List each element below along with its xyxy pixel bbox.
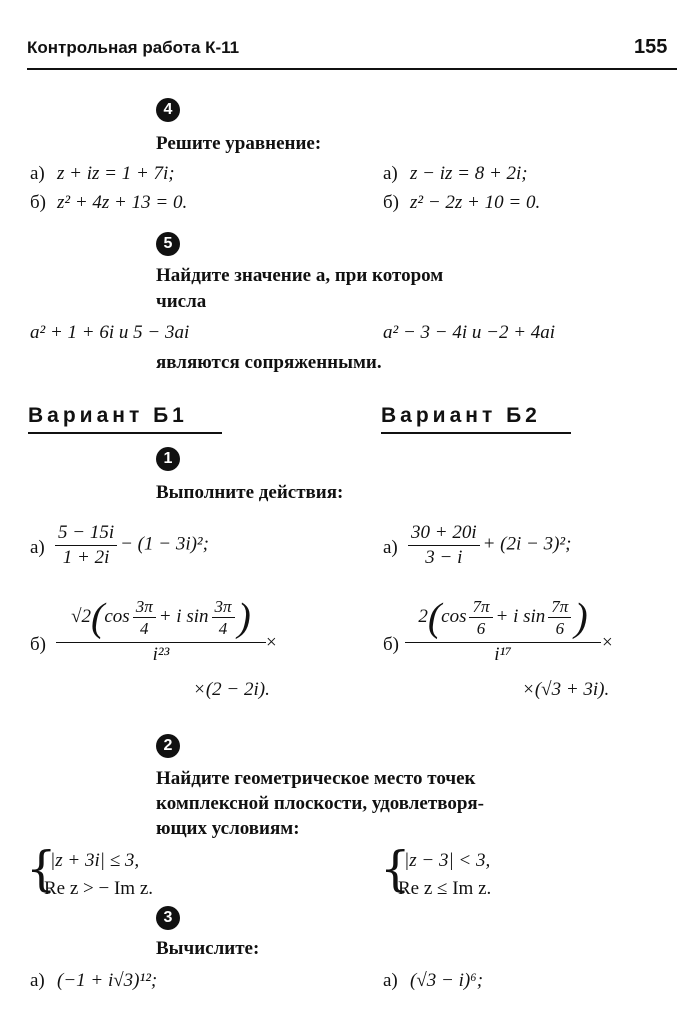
times-sign: × bbox=[602, 632, 613, 653]
b-task1-right-b-label: б) bbox=[383, 634, 399, 655]
cos-label: cos bbox=[104, 606, 130, 627]
b-task1-right-a-label: а) bbox=[383, 537, 398, 558]
fraction-denominator: 3 − i bbox=[425, 546, 463, 568]
task-number-badge: 3 bbox=[156, 906, 180, 930]
task-number-badge: 1 bbox=[156, 447, 180, 471]
b-task1-left-b-label: б) bbox=[30, 634, 46, 655]
paren: ) bbox=[574, 594, 588, 640]
paren: ) bbox=[237, 594, 251, 640]
task4-right-a: z − iz = 8 + 2i; bbox=[410, 163, 528, 184]
variant-heading-b2: Вариант Б2 bbox=[381, 404, 541, 427]
b-task2-title-line3: ющих условиям: bbox=[156, 818, 300, 839]
b-task2-left-line1: |z + 3i| ≤ 3, bbox=[50, 850, 140, 871]
fraction-numerator: 3π bbox=[212, 596, 235, 618]
b-task1-right-a-tail: + (2i − 3)²; bbox=[482, 533, 572, 555]
fraction-denominator: 6 bbox=[476, 619, 486, 639]
b-task1-right-a bbox=[405, 521, 571, 570]
page-number: 155 bbox=[634, 36, 668, 58]
coefficient: √2 bbox=[71, 606, 92, 627]
fraction-denominator: 1 + 2i bbox=[62, 546, 110, 568]
task5-left-expr: a² + 1 + 6i и 5 − 3ai bbox=[30, 322, 190, 343]
b-task1-left-a bbox=[52, 521, 209, 570]
b-task2-left-line2: Re z > − Im z. bbox=[44, 878, 154, 899]
task-number-badge: 5 bbox=[156, 232, 180, 256]
task5-footer: являются сопряженными. bbox=[156, 352, 382, 373]
task4-right-b-label: б) bbox=[383, 192, 399, 213]
big-fraction-numerator bbox=[405, 592, 601, 643]
task-number-badge: 4 bbox=[156, 98, 180, 122]
task4-left-b-label: б) bbox=[30, 192, 46, 213]
b-task3-left-a: (−1 + i√3)¹²; bbox=[57, 970, 158, 991]
b-task1-left-a-label: а) bbox=[30, 537, 45, 558]
big-fraction-denominator: i²³ bbox=[152, 644, 170, 665]
b-task1-title: Выполните действия: bbox=[156, 482, 344, 503]
fraction-denominator: 4 bbox=[218, 619, 228, 639]
task4-title: Решите уравнение: bbox=[156, 133, 322, 154]
b-task2-title-line2: комплексной плоскости, удовлетворя- bbox=[156, 793, 485, 814]
paren: ( bbox=[91, 594, 105, 640]
task5-title-line1: Найдите значение a, при котором bbox=[156, 265, 444, 286]
header-rule bbox=[27, 68, 677, 70]
b-task3-right-a: (√3 − i)⁶; bbox=[410, 970, 484, 991]
big-fraction-numerator bbox=[56, 592, 266, 643]
task-number-badge: 2 bbox=[156, 734, 180, 758]
b-task1-left-a-tail: − (1 − 3i)²; bbox=[120, 533, 209, 555]
system-brace: { bbox=[380, 841, 411, 897]
b-task1-right-b bbox=[405, 592, 601, 667]
fraction-numerator: 7π bbox=[548, 596, 571, 618]
fraction-denominator: 4 bbox=[139, 619, 149, 639]
variant-b1-underline bbox=[28, 432, 222, 434]
sin-label: + i sin bbox=[495, 606, 546, 627]
fraction-numerator: 7π bbox=[469, 596, 492, 618]
b-task2-right-line1: |z − 3| < 3, bbox=[404, 850, 491, 871]
task4-left-a-label: а) bbox=[30, 163, 45, 184]
fraction-numerator: 30 + 20i bbox=[408, 521, 480, 546]
b-task2-right-line2: Re z ≤ Im z. bbox=[398, 878, 492, 899]
b-task1-left-b bbox=[56, 592, 266, 667]
b-task3-right-a-label: а) bbox=[383, 970, 398, 991]
task4-left-b: z² + 4z + 13 = 0. bbox=[57, 192, 188, 213]
fraction-denominator: 6 bbox=[555, 619, 565, 639]
system-brace: { bbox=[26, 841, 57, 897]
running-header-title: Контрольная работа К-11 bbox=[27, 38, 240, 57]
task5-right-expr: a² − 3 − 4i и −2 + 4ai bbox=[383, 322, 556, 343]
variant-heading-b1: Вариант Б1 bbox=[28, 404, 188, 427]
fraction-numerator: 3π bbox=[133, 596, 156, 618]
b-task3-left-a-label: а) bbox=[30, 970, 45, 991]
b-task3-title: Вычислите: bbox=[156, 938, 260, 959]
task4-left-a: z + iz = 1 + 7i; bbox=[57, 163, 175, 184]
fraction-numerator: 5 − 15i bbox=[55, 521, 117, 546]
b-task1-left-b-continuation: ×(2 − 2i). bbox=[193, 679, 270, 700]
task4-right-a-label: а) bbox=[383, 163, 398, 184]
coefficient: 2 bbox=[418, 606, 428, 627]
variant-b2-underline bbox=[381, 432, 571, 434]
paren: ( bbox=[427, 594, 442, 640]
task5-title-line2: числа bbox=[156, 291, 207, 312]
sin-label: + i sin bbox=[158, 606, 209, 627]
times-sign: × bbox=[266, 632, 277, 653]
b-task1-right-b-continuation: ×(√3 + 3i). bbox=[522, 679, 610, 700]
big-fraction-denominator: i¹⁷ bbox=[494, 644, 512, 665]
cos-label: cos bbox=[441, 606, 467, 627]
task4-right-b: z² − 2z + 10 = 0. bbox=[410, 192, 541, 213]
b-task2-title-line1: Найдите геометрическое место точек bbox=[156, 768, 476, 789]
